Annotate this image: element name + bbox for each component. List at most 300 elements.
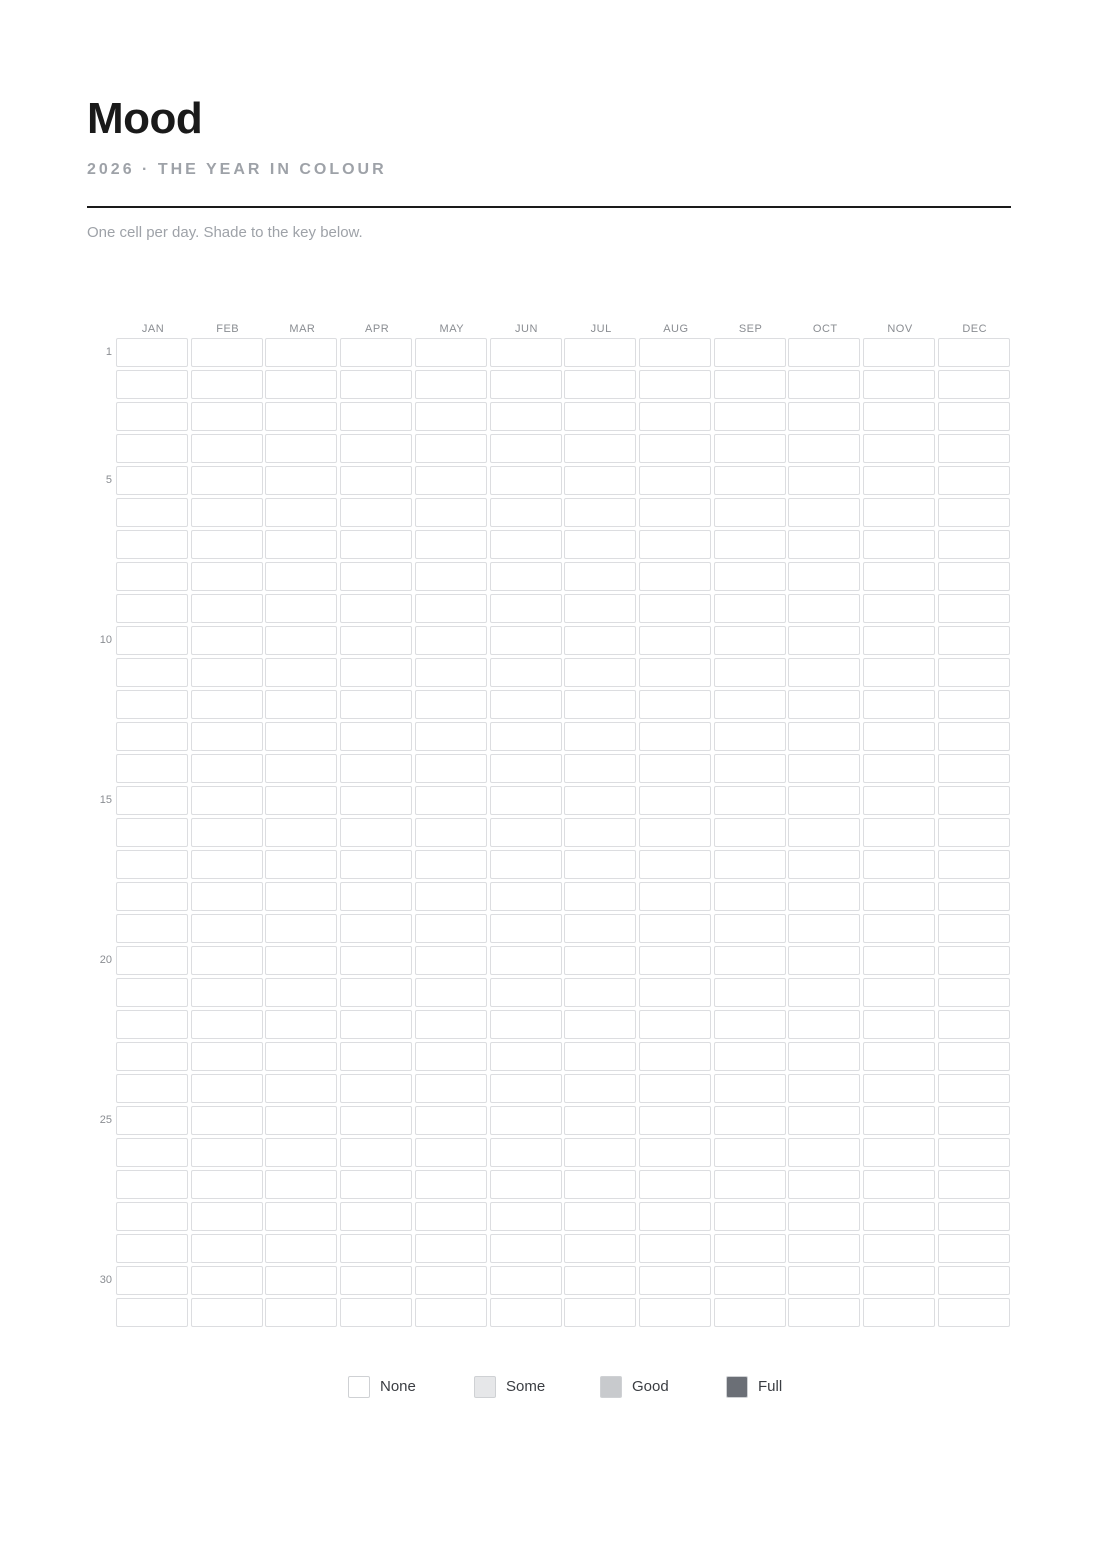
day-cell[interactable] <box>191 882 263 911</box>
day-cell[interactable] <box>788 978 860 1007</box>
day-cell[interactable] <box>265 466 337 495</box>
day-cell[interactable] <box>191 466 263 495</box>
day-cell[interactable] <box>714 1202 786 1231</box>
day-cell[interactable] <box>863 722 935 751</box>
day-cell[interactable] <box>191 850 263 879</box>
day-cell[interactable] <box>714 850 786 879</box>
day-cell[interactable] <box>191 946 263 975</box>
day-cell[interactable] <box>490 786 562 815</box>
day-cell[interactable] <box>490 1138 562 1167</box>
day-cell[interactable] <box>564 562 636 591</box>
day-cell[interactable] <box>490 1010 562 1039</box>
day-cell[interactable] <box>415 722 487 751</box>
day-cell[interactable] <box>863 466 935 495</box>
day-cell[interactable] <box>564 338 636 367</box>
day-cell[interactable] <box>340 1234 412 1263</box>
day-cell[interactable] <box>639 882 711 911</box>
day-cell[interactable] <box>116 1074 188 1103</box>
day-cell[interactable] <box>415 498 487 527</box>
day-cell[interactable] <box>788 1202 860 1231</box>
day-cell[interactable] <box>265 978 337 1007</box>
day-cell[interactable] <box>415 626 487 655</box>
day-cell[interactable] <box>639 1042 711 1071</box>
day-cell[interactable] <box>340 466 412 495</box>
day-cell[interactable] <box>938 978 1010 1007</box>
day-cell[interactable] <box>564 402 636 431</box>
day-cell[interactable] <box>340 786 412 815</box>
day-cell[interactable] <box>639 434 711 463</box>
day-cell[interactable] <box>714 466 786 495</box>
day-cell[interactable] <box>788 594 860 623</box>
day-cell[interactable] <box>714 914 786 943</box>
day-cell[interactable] <box>265 498 337 527</box>
day-cell[interactable] <box>639 1298 711 1327</box>
day-cell[interactable] <box>788 1234 860 1263</box>
day-cell[interactable] <box>788 722 860 751</box>
day-cell[interactable] <box>191 402 263 431</box>
day-cell[interactable] <box>191 658 263 687</box>
day-cell[interactable] <box>639 530 711 559</box>
day-cell[interactable] <box>564 818 636 847</box>
day-cell[interactable] <box>938 1170 1010 1199</box>
day-cell[interactable] <box>564 1106 636 1135</box>
day-cell[interactable] <box>564 914 636 943</box>
day-cell[interactable] <box>265 1266 337 1295</box>
day-cell[interactable] <box>863 498 935 527</box>
day-cell[interactable] <box>714 722 786 751</box>
day-cell[interactable] <box>639 1170 711 1199</box>
day-cell[interactable] <box>788 754 860 783</box>
day-cell[interactable] <box>863 818 935 847</box>
day-cell[interactable] <box>191 1170 263 1199</box>
day-cell[interactable] <box>490 1266 562 1295</box>
day-cell[interactable] <box>116 562 188 591</box>
day-cell[interactable] <box>265 338 337 367</box>
day-cell[interactable] <box>116 914 188 943</box>
day-cell[interactable] <box>116 658 188 687</box>
day-cell[interactable] <box>490 722 562 751</box>
day-cell[interactable] <box>265 1202 337 1231</box>
day-cell[interactable] <box>564 1074 636 1103</box>
day-cell[interactable] <box>415 754 487 783</box>
day-cell[interactable] <box>191 530 263 559</box>
day-cell[interactable] <box>788 626 860 655</box>
day-cell[interactable] <box>191 338 263 367</box>
day-cell[interactable] <box>938 338 1010 367</box>
day-cell[interactable] <box>265 1010 337 1039</box>
day-cell[interactable] <box>191 370 263 399</box>
day-cell[interactable] <box>191 1234 263 1263</box>
day-cell[interactable] <box>415 1170 487 1199</box>
day-cell[interactable] <box>863 754 935 783</box>
day-cell[interactable] <box>788 946 860 975</box>
day-cell[interactable] <box>863 658 935 687</box>
day-cell[interactable] <box>788 786 860 815</box>
day-cell[interactable] <box>490 1202 562 1231</box>
day-cell[interactable] <box>714 754 786 783</box>
day-cell[interactable] <box>564 434 636 463</box>
day-cell[interactable] <box>340 722 412 751</box>
day-cell[interactable] <box>938 1138 1010 1167</box>
day-cell[interactable] <box>639 1138 711 1167</box>
day-cell[interactable] <box>116 1298 188 1327</box>
day-cell[interactable] <box>116 978 188 1007</box>
day-cell[interactable] <box>938 786 1010 815</box>
day-cell[interactable] <box>490 626 562 655</box>
day-cell[interactable] <box>788 530 860 559</box>
day-cell[interactable] <box>714 658 786 687</box>
day-cell[interactable] <box>863 1234 935 1263</box>
day-cell[interactable] <box>490 594 562 623</box>
day-cell[interactable] <box>714 946 786 975</box>
day-cell[interactable] <box>639 498 711 527</box>
day-cell[interactable] <box>639 722 711 751</box>
day-cell[interactable] <box>265 1170 337 1199</box>
day-cell[interactable] <box>265 850 337 879</box>
day-cell[interactable] <box>265 1106 337 1135</box>
day-cell[interactable] <box>938 466 1010 495</box>
day-cell[interactable] <box>340 1170 412 1199</box>
day-cell[interactable] <box>191 594 263 623</box>
day-cell[interactable] <box>191 914 263 943</box>
day-cell[interactable] <box>639 1010 711 1039</box>
day-cell[interactable] <box>564 786 636 815</box>
day-cell[interactable] <box>938 1202 1010 1231</box>
day-cell[interactable] <box>116 1202 188 1231</box>
day-cell[interactable] <box>863 402 935 431</box>
day-cell[interactable] <box>116 626 188 655</box>
day-cell[interactable] <box>265 1298 337 1327</box>
day-cell[interactable] <box>564 1234 636 1263</box>
day-cell[interactable] <box>191 1042 263 1071</box>
day-cell[interactable] <box>639 754 711 783</box>
day-cell[interactable] <box>265 722 337 751</box>
day-cell[interactable] <box>265 370 337 399</box>
day-cell[interactable] <box>490 370 562 399</box>
day-cell[interactable] <box>863 1298 935 1327</box>
day-cell[interactable] <box>191 1138 263 1167</box>
day-cell[interactable] <box>639 1074 711 1103</box>
day-cell[interactable] <box>938 626 1010 655</box>
day-cell[interactable] <box>714 370 786 399</box>
day-cell[interactable] <box>639 946 711 975</box>
day-cell[interactable] <box>938 1042 1010 1071</box>
day-cell[interactable] <box>639 1266 711 1295</box>
day-cell[interactable] <box>191 498 263 527</box>
day-cell[interactable] <box>938 562 1010 591</box>
day-cell[interactable] <box>863 530 935 559</box>
day-cell[interactable] <box>639 562 711 591</box>
day-cell[interactable] <box>490 1170 562 1199</box>
day-cell[interactable] <box>191 690 263 719</box>
day-cell[interactable] <box>415 1202 487 1231</box>
day-cell[interactable] <box>265 690 337 719</box>
day-cell[interactable] <box>863 1138 935 1167</box>
day-cell[interactable] <box>788 690 860 719</box>
day-cell[interactable] <box>116 818 188 847</box>
day-cell[interactable] <box>490 562 562 591</box>
day-cell[interactable] <box>340 850 412 879</box>
day-cell[interactable] <box>415 818 487 847</box>
day-cell[interactable] <box>788 914 860 943</box>
day-cell[interactable] <box>265 658 337 687</box>
day-cell[interactable] <box>863 1202 935 1231</box>
day-cell[interactable] <box>191 626 263 655</box>
day-cell[interactable] <box>714 786 786 815</box>
day-cell[interactable] <box>938 1010 1010 1039</box>
day-cell[interactable] <box>415 530 487 559</box>
day-cell[interactable] <box>340 658 412 687</box>
day-cell[interactable] <box>938 434 1010 463</box>
day-cell[interactable] <box>788 658 860 687</box>
day-cell[interactable] <box>938 818 1010 847</box>
day-cell[interactable] <box>116 722 188 751</box>
day-cell[interactable] <box>340 690 412 719</box>
day-cell[interactable] <box>340 498 412 527</box>
day-cell[interactable] <box>863 914 935 943</box>
day-cell[interactable] <box>490 1074 562 1103</box>
day-cell[interactable] <box>265 594 337 623</box>
day-cell[interactable] <box>938 498 1010 527</box>
day-cell[interactable] <box>863 786 935 815</box>
day-cell[interactable] <box>415 370 487 399</box>
day-cell[interactable] <box>639 658 711 687</box>
day-cell[interactable] <box>863 978 935 1007</box>
day-cell[interactable] <box>490 850 562 879</box>
day-cell[interactable] <box>863 1266 935 1295</box>
day-cell[interactable] <box>639 626 711 655</box>
day-cell[interactable] <box>938 754 1010 783</box>
day-cell[interactable] <box>714 434 786 463</box>
day-cell[interactable] <box>490 914 562 943</box>
day-cell[interactable] <box>714 498 786 527</box>
day-cell[interactable] <box>191 1010 263 1039</box>
day-cell[interactable] <box>564 850 636 879</box>
day-cell[interactable] <box>564 722 636 751</box>
day-cell[interactable] <box>714 1074 786 1103</box>
day-cell[interactable] <box>191 1266 263 1295</box>
day-cell[interactable] <box>415 690 487 719</box>
day-cell[interactable] <box>490 690 562 719</box>
day-cell[interactable] <box>714 1170 786 1199</box>
day-cell[interactable] <box>714 594 786 623</box>
day-cell[interactable] <box>788 402 860 431</box>
day-cell[interactable] <box>265 946 337 975</box>
day-cell[interactable] <box>415 434 487 463</box>
day-cell[interactable] <box>340 1298 412 1327</box>
day-cell[interactable] <box>564 1266 636 1295</box>
day-cell[interactable] <box>714 690 786 719</box>
day-cell[interactable] <box>490 402 562 431</box>
day-cell[interactable] <box>116 434 188 463</box>
day-cell[interactable] <box>191 786 263 815</box>
day-cell[interactable] <box>788 1138 860 1167</box>
day-cell[interactable] <box>639 1234 711 1263</box>
day-cell[interactable] <box>415 914 487 943</box>
day-cell[interactable] <box>788 882 860 911</box>
day-cell[interactable] <box>415 850 487 879</box>
day-cell[interactable] <box>415 786 487 815</box>
day-cell[interactable] <box>714 1042 786 1071</box>
day-cell[interactable] <box>714 562 786 591</box>
day-cell[interactable] <box>938 1234 1010 1263</box>
day-cell[interactable] <box>714 1138 786 1167</box>
day-cell[interactable] <box>340 1266 412 1295</box>
day-cell[interactable] <box>340 914 412 943</box>
day-cell[interactable] <box>415 594 487 623</box>
day-cell[interactable] <box>788 370 860 399</box>
day-cell[interactable] <box>340 1010 412 1039</box>
day-cell[interactable] <box>415 946 487 975</box>
day-cell[interactable] <box>863 1170 935 1199</box>
day-cell[interactable] <box>564 690 636 719</box>
day-cell[interactable] <box>191 1074 263 1103</box>
day-cell[interactable] <box>265 1138 337 1167</box>
day-cell[interactable] <box>265 882 337 911</box>
day-cell[interactable] <box>490 1298 562 1327</box>
day-cell[interactable] <box>265 1042 337 1071</box>
day-cell[interactable] <box>415 658 487 687</box>
day-cell[interactable] <box>639 1202 711 1231</box>
day-cell[interactable] <box>564 658 636 687</box>
day-cell[interactable] <box>714 1010 786 1039</box>
day-cell[interactable] <box>265 434 337 463</box>
day-cell[interactable] <box>191 562 263 591</box>
day-cell[interactable] <box>938 850 1010 879</box>
day-cell[interactable] <box>490 498 562 527</box>
day-cell[interactable] <box>639 818 711 847</box>
day-cell[interactable] <box>788 1266 860 1295</box>
day-cell[interactable] <box>639 1106 711 1135</box>
day-cell[interactable] <box>938 882 1010 911</box>
day-cell[interactable] <box>639 370 711 399</box>
day-cell[interactable] <box>788 562 860 591</box>
day-cell[interactable] <box>265 562 337 591</box>
day-cell[interactable] <box>340 754 412 783</box>
day-cell[interactable] <box>490 530 562 559</box>
day-cell[interactable] <box>490 1042 562 1071</box>
day-cell[interactable] <box>639 338 711 367</box>
day-cell[interactable] <box>415 1138 487 1167</box>
day-cell[interactable] <box>116 882 188 911</box>
day-cell[interactable] <box>340 1074 412 1103</box>
day-cell[interactable] <box>116 370 188 399</box>
day-cell[interactable] <box>714 882 786 911</box>
day-cell[interactable] <box>340 402 412 431</box>
day-cell[interactable] <box>788 466 860 495</box>
day-cell[interactable] <box>116 498 188 527</box>
day-cell[interactable] <box>938 530 1010 559</box>
day-cell[interactable] <box>415 1042 487 1071</box>
day-cell[interactable] <box>564 1202 636 1231</box>
day-cell[interactable] <box>863 690 935 719</box>
day-cell[interactable] <box>116 1106 188 1135</box>
day-cell[interactable] <box>340 1106 412 1135</box>
day-cell[interactable] <box>116 1138 188 1167</box>
day-cell[interactable] <box>191 978 263 1007</box>
day-cell[interactable] <box>116 786 188 815</box>
day-cell[interactable] <box>265 914 337 943</box>
day-cell[interactable] <box>788 1042 860 1071</box>
day-cell[interactable] <box>863 562 935 591</box>
day-cell[interactable] <box>265 626 337 655</box>
day-cell[interactable] <box>788 1010 860 1039</box>
day-cell[interactable] <box>340 946 412 975</box>
day-cell[interactable] <box>639 786 711 815</box>
day-cell[interactable] <box>340 1138 412 1167</box>
day-cell[interactable] <box>265 530 337 559</box>
day-cell[interactable] <box>639 402 711 431</box>
day-cell[interactable] <box>415 1234 487 1263</box>
day-cell[interactable] <box>340 1042 412 1071</box>
day-cell[interactable] <box>938 946 1010 975</box>
day-cell[interactable] <box>863 1106 935 1135</box>
day-cell[interactable] <box>564 466 636 495</box>
day-cell[interactable] <box>116 402 188 431</box>
day-cell[interactable] <box>116 594 188 623</box>
day-cell[interactable] <box>490 978 562 1007</box>
day-cell[interactable] <box>863 882 935 911</box>
day-cell[interactable] <box>714 1106 786 1135</box>
day-cell[interactable] <box>116 1042 188 1071</box>
day-cell[interactable] <box>490 882 562 911</box>
day-cell[interactable] <box>415 1266 487 1295</box>
day-cell[interactable] <box>340 434 412 463</box>
day-cell[interactable] <box>639 594 711 623</box>
day-cell[interactable] <box>490 1234 562 1263</box>
day-cell[interactable] <box>490 818 562 847</box>
day-cell[interactable] <box>639 850 711 879</box>
day-cell[interactable] <box>863 850 935 879</box>
day-cell[interactable] <box>265 1234 337 1263</box>
day-cell[interactable] <box>938 1266 1010 1295</box>
day-cell[interactable] <box>564 946 636 975</box>
day-cell[interactable] <box>714 530 786 559</box>
day-cell[interactable] <box>564 530 636 559</box>
day-cell[interactable] <box>639 466 711 495</box>
day-cell[interactable] <box>116 1010 188 1039</box>
day-cell[interactable] <box>564 1170 636 1199</box>
day-cell[interactable] <box>863 626 935 655</box>
day-cell[interactable] <box>340 530 412 559</box>
day-cell[interactable] <box>116 850 188 879</box>
day-cell[interactable] <box>415 1010 487 1039</box>
day-cell[interactable] <box>714 338 786 367</box>
day-cell[interactable] <box>415 402 487 431</box>
day-cell[interactable] <box>788 338 860 367</box>
day-cell[interactable] <box>116 530 188 559</box>
day-cell[interactable] <box>490 658 562 687</box>
day-cell[interactable] <box>938 914 1010 943</box>
day-cell[interactable] <box>340 562 412 591</box>
day-cell[interactable] <box>564 370 636 399</box>
day-cell[interactable] <box>639 690 711 719</box>
day-cell[interactable] <box>938 722 1010 751</box>
day-cell[interactable] <box>788 498 860 527</box>
day-cell[interactable] <box>116 1170 188 1199</box>
day-cell[interactable] <box>788 434 860 463</box>
day-cell[interactable] <box>265 818 337 847</box>
day-cell[interactable] <box>564 754 636 783</box>
day-cell[interactable] <box>415 1298 487 1327</box>
day-cell[interactable] <box>415 466 487 495</box>
day-cell[interactable] <box>340 818 412 847</box>
day-cell[interactable] <box>863 1042 935 1071</box>
day-cell[interactable] <box>639 914 711 943</box>
day-cell[interactable] <box>714 402 786 431</box>
day-cell[interactable] <box>116 466 188 495</box>
day-cell[interactable] <box>340 882 412 911</box>
